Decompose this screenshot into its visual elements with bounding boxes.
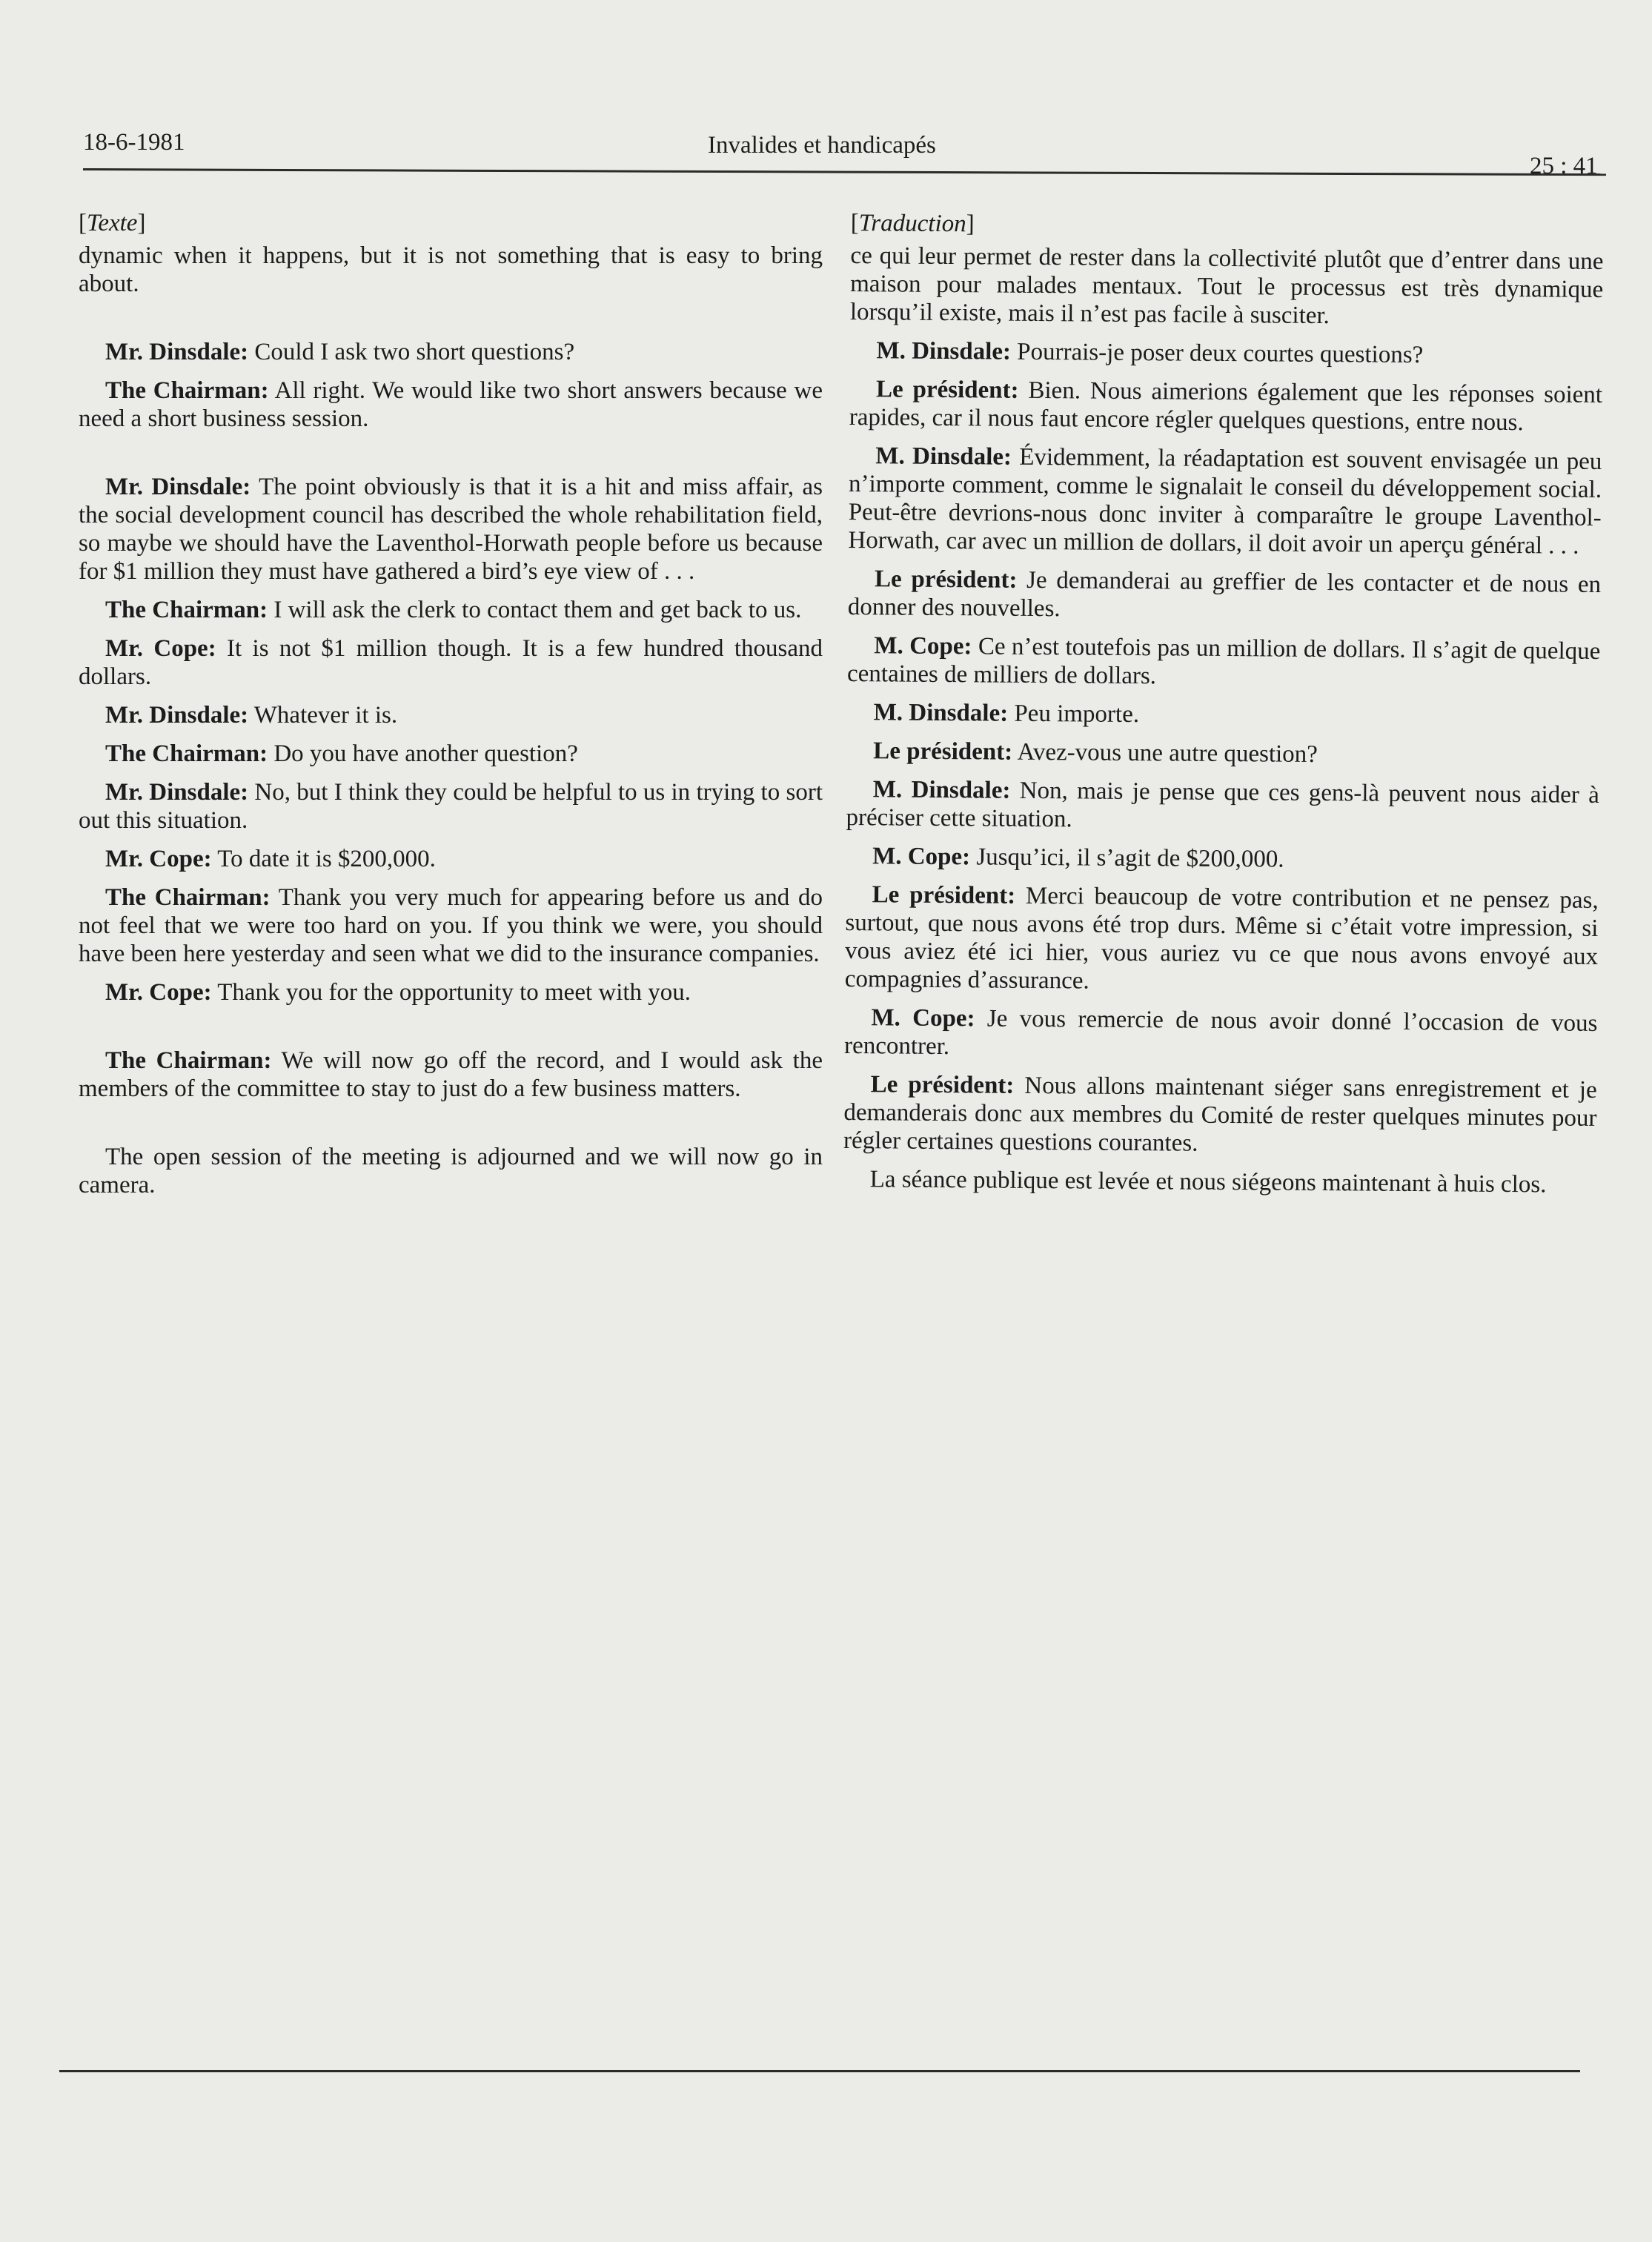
speaker-name: Le président:: [874, 566, 1018, 594]
speaker-name: The Chairman:: [105, 377, 269, 404]
header-date: 18-6-1981: [83, 129, 185, 156]
header-title: Invalides et handicapés: [708, 132, 936, 159]
paragraph: Mr. Dinsdale: No, but I think they could be helpful to us in trying to sort out this situation.: [79, 779, 823, 834]
speaker-name: M. Dinsdale:: [875, 442, 1012, 471]
speaker-name: M. Cope:: [871, 1004, 975, 1032]
english-column: [79, 209, 823, 1210]
paragraph: M. Cope: Ce n’est toutefois pas un million de dollars. Il s’agit de quelque centaines de milliers de dollars.: [846, 632, 1601, 690]
speaker-name: M. Cope:: [874, 632, 972, 660]
speaker-name: Mr. Dinsdale:: [105, 702, 249, 729]
speaker-name: Le président:: [870, 1071, 1015, 1099]
paragraph: The Chairman: Thank you very much for appearing before us and do not feel that we were too hard on you. If you think we were, you should have been here yesterday and seen what we did to the insurance companies.: [79, 884, 823, 967]
footer-rule: [59, 2070, 1580, 2072]
paragraph: The Chairman: All right. We would like two short answers because we need a short business session.: [79, 377, 823, 432]
paragraph: M. Cope: Je vous remercie de nous avoir donné l’occasion de vous rencontrer.: [843, 1004, 1598, 1061]
paragraph: Le président: Bien. Nous aimerions également que les réponses soient rapides, car il nous faut encore régler quelques questions, entre nous.: [849, 376, 1603, 437]
paragraph: Mr. Cope: To date it is $200,000.: [105, 846, 436, 872]
speaker-name: M. Dinsdale:: [873, 699, 1009, 727]
speaker-name: The Chairman:: [105, 740, 268, 767]
speaker-name: The Chairman:: [105, 884, 271, 911]
speaker-name: M. Cope:: [872, 843, 971, 871]
header-rule: [83, 168, 1606, 176]
paragraph: La séance publique est levée et nous siégeons maintenant à huis clos.: [869, 1166, 1547, 1198]
english-column-label: [Texte]: [79, 210, 146, 236]
speaker-name: Le président:: [872, 881, 1016, 909]
paragraph: Le président: Avez-vous une autre question?: [873, 737, 1318, 768]
speaker-name: Mr. Dinsdale:: [105, 339, 249, 365]
paragraph: Le président: Je demanderai au greffier de les contacter et de nous en donner des nouvelles.: [847, 566, 1602, 623]
paragraph: M. Dinsdale: Peu importe.: [873, 699, 1140, 729]
french-column-label: [Traduction]: [850, 209, 975, 238]
paragraph: Mr. Cope: It is not $1 million though. It is a few hundred thousand dollars.: [79, 635, 823, 690]
paragraph: The Chairman: We will now go off the record, and I would ask the members of the committee to stay to just do a few business matters.: [79, 1047, 823, 1102]
paragraph: Le président: Merci beaucoup de votre contribution et ne pensez pas, surtout, que nous avons été trop durs. Même si c’était votre impression, si vous aviez été ici hier, vous auriez vu ce que nous avons envoyé aux compagnies d’assurance.: [844, 881, 1599, 995]
speaker-name: The Chairman:: [105, 597, 268, 623]
paragraph: ce qui leur permet de rester dans la collectivité plutôt que d’entrer dans une maison pour malades mentaux. Tout le processus est très dynamique lorsqu’il existe, mais il n’est pas facile à susciter.: [849, 242, 1604, 330]
speaker-name: Mr. Cope:: [105, 979, 212, 1006]
paragraph: Mr. Cope: Thank you for the opportunity to meet with you.: [105, 979, 691, 1006]
french-column: [843, 209, 1604, 1210]
speaker-name: Le président:: [875, 376, 1019, 404]
header-page-number: 25 : 41: [1530, 153, 1598, 179]
speaker-name: The Chairman:: [105, 1047, 272, 1074]
speaker-name: Mr. Cope:: [105, 635, 216, 662]
speaker-name: Mr. Cope:: [105, 846, 212, 872]
speaker-name: M. Dinsdale:: [876, 337, 1012, 365]
paragraph: The open session of the meeting is adjourned and we will now go in camera.: [79, 1144, 823, 1198]
speaker-name: Le président:: [873, 737, 1013, 766]
paragraph: M. Cope: Jusqu’ici, il s’agit de $200,000.: [872, 843, 1284, 873]
speaker-name: Mr. Dinsdale:: [105, 474, 251, 500]
paragraph: Le président: Nous allons maintenant siéger sans enregistrement et je demanderais donc aux membres du Comité de rester quelques minutes pour régler certaines questions courantes.: [843, 1071, 1597, 1157]
paragraph: M. Dinsdale: Évidemment, la réadaptation est souvent envisagée un peu n’importe comment, comme le signalait le conseil du développement social. Peut-être devrions-nous donc inviter à comparaître le groupe Laventhol-Horwath, car avec un million de dollars, il doit avoir un aperçu général . . .: [848, 442, 1602, 560]
speaker-name: M. Dinsdale:: [872, 776, 1011, 804]
paragraph: dynamic when it happens, but it is not something that is easy to bring about.: [79, 242, 823, 297]
paragraph: The Chairman: Do you have another question?: [105, 740, 578, 767]
speaker-name: Mr. Dinsdale:: [105, 779, 249, 806]
paragraph: M. Dinsdale: Pourrais-je poser deux courtes questions?: [876, 337, 1424, 369]
paragraph: Mr. Dinsdale: The point obviously is that it is a hit and miss affair, as the social development council has described the whole rehabilitation field, so maybe we should have the Laventhol-Horwath people before us because for $1 million they must have gathered a bird’s eye view of . . .: [79, 474, 823, 585]
paragraph: Mr. Dinsdale: Could I ask two short questions?: [105, 339, 575, 365]
paragraph: M. Dinsdale: Non, mais je pense que ces gens-là peuvent nous aider à préciser cette situation.: [846, 776, 1599, 833]
paragraph: Mr. Dinsdale: Whatever it is.: [105, 702, 398, 729]
paragraph: The Chairman: I will ask the clerk to contact them and get back to us.: [105, 597, 802, 623]
